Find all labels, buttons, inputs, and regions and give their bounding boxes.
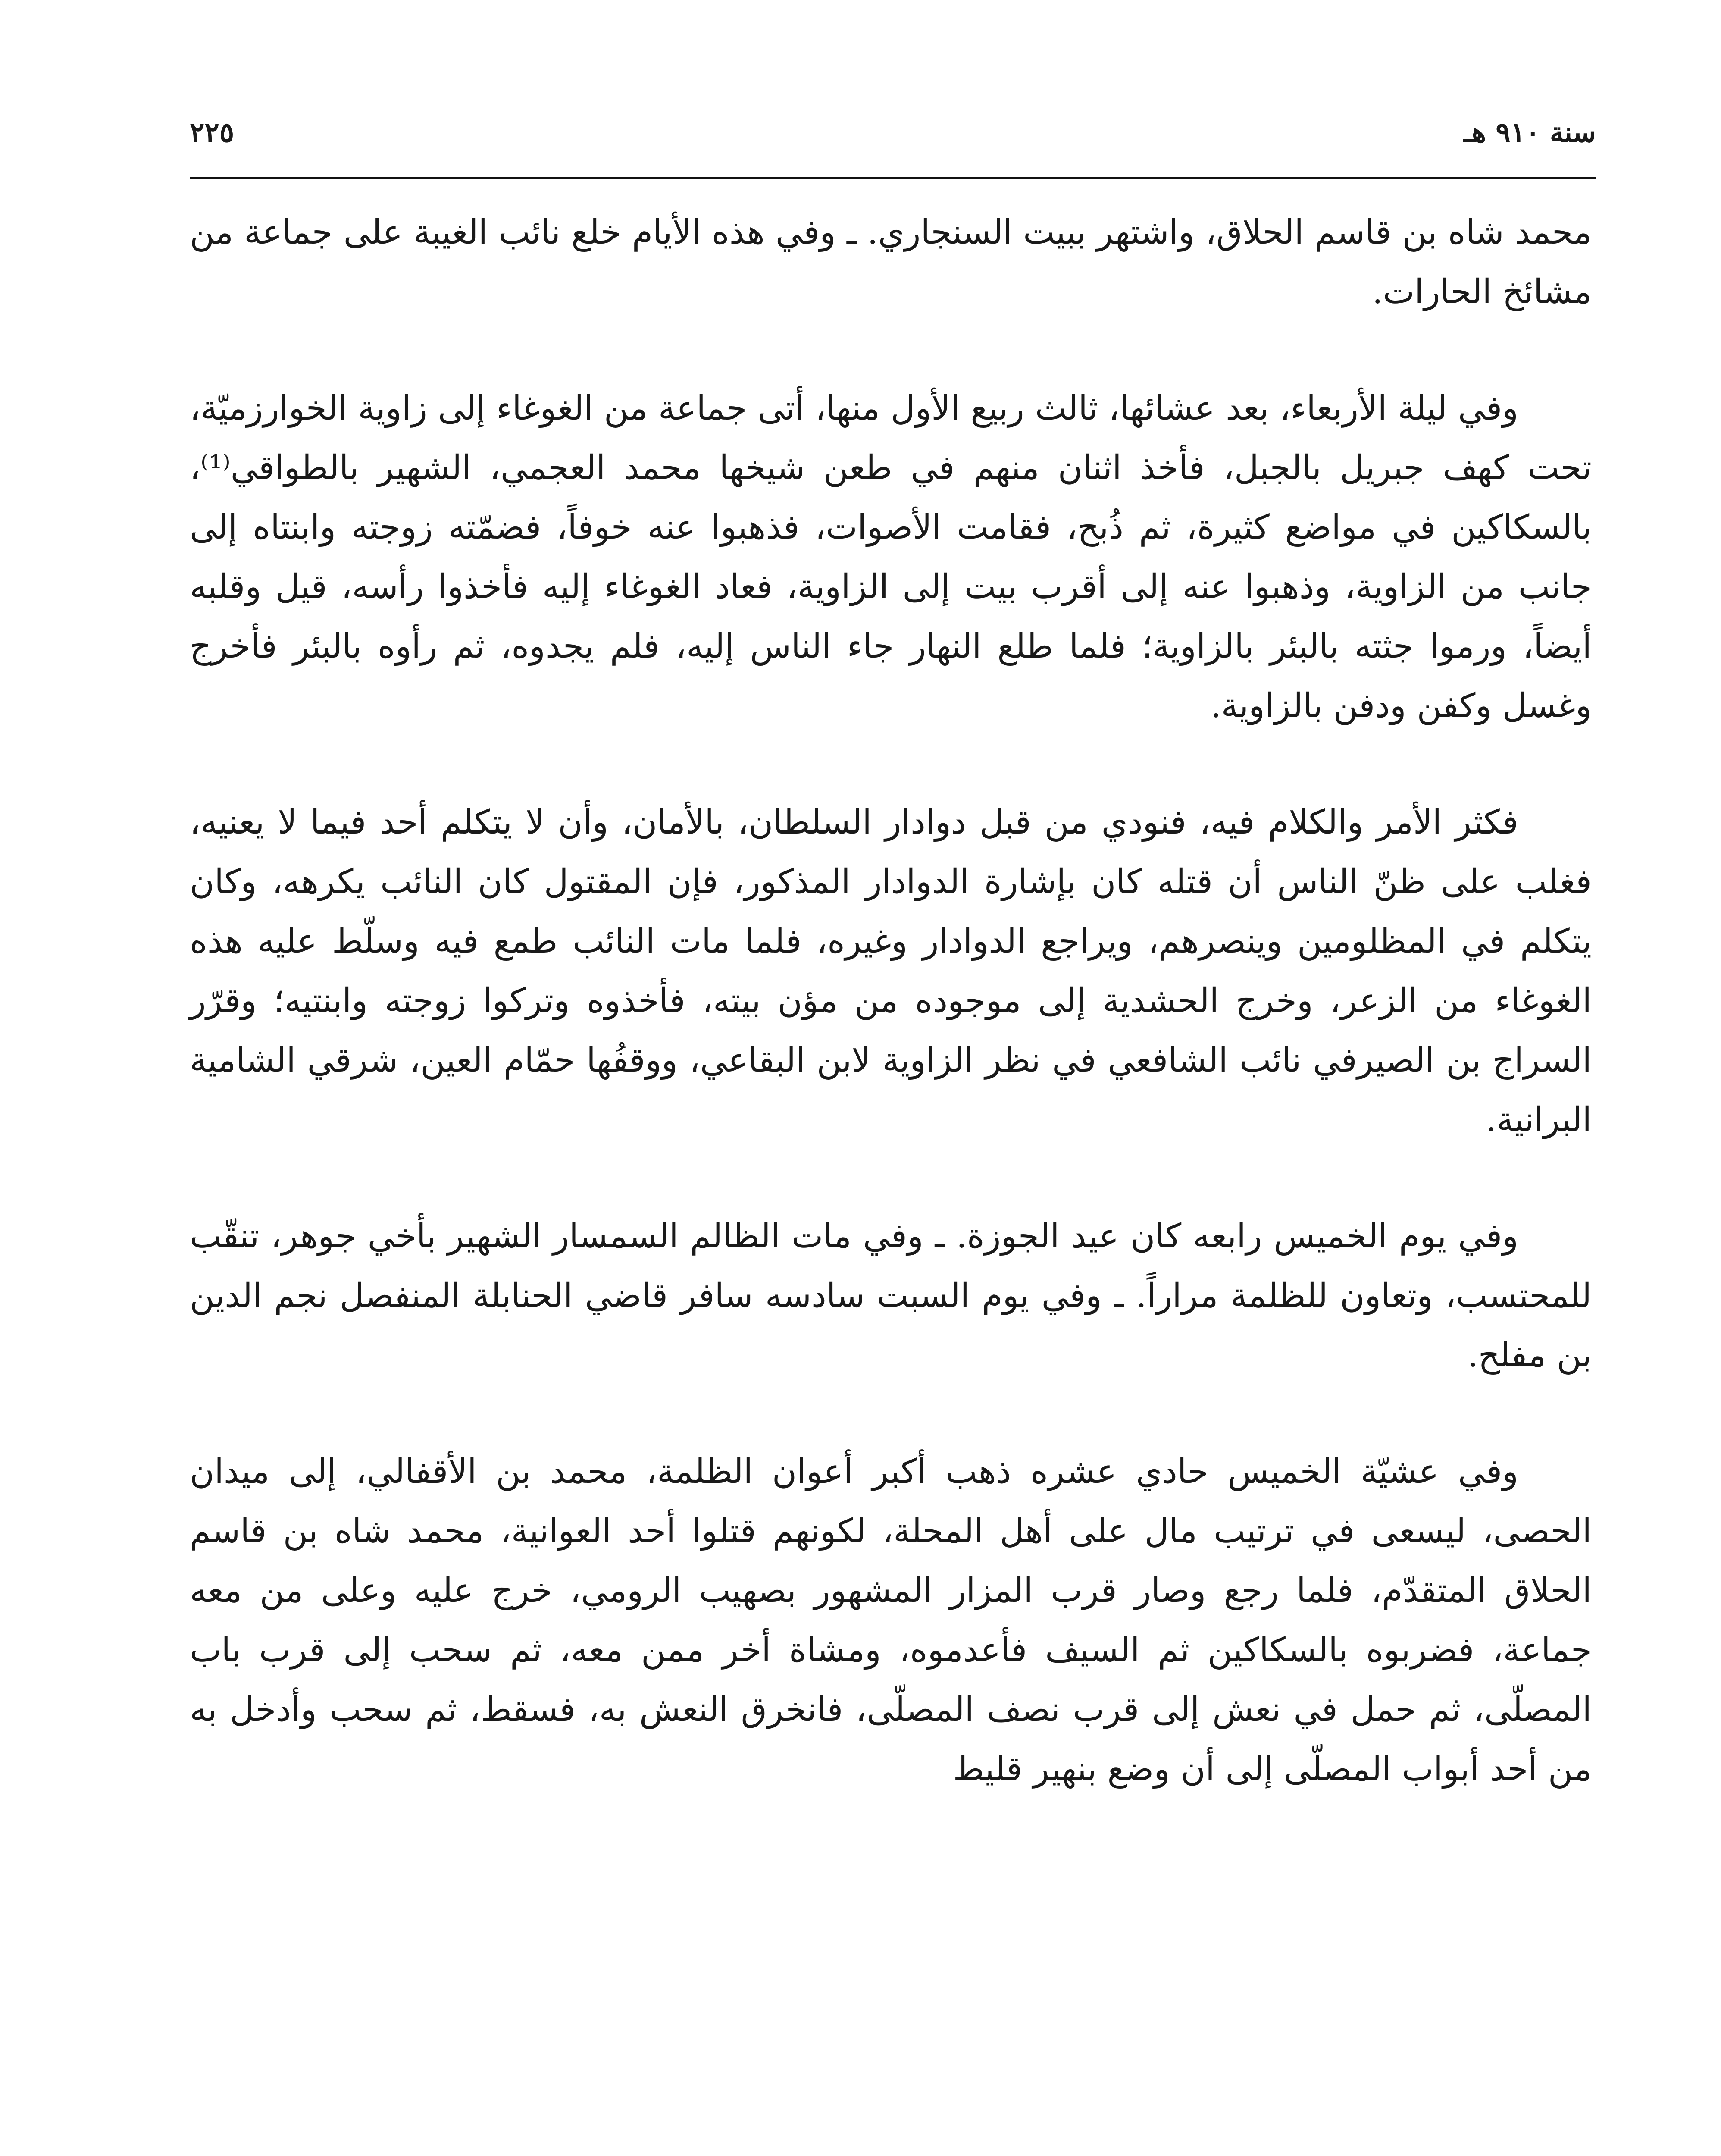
paragraph-2: وفي ليلة الأربعاء، بعد عشائها، ثالث ربيع الأول منها، أتى جماعة من الغوغاء إلى زاوية الخوارزميّة، تحت كهف جبريل بالجبل، فأخذ اثنان منهم في طعن شيخها محمد العجمي، الشهير بالطواقي⁽¹⁾، بالسكاكين في مواضع كثيرة، ثم ذُبح، فقامت الأصوات، فذهبوا عنه خوفاً، فضمّته زوجته وابنتاه إلى جانب من الزاوية، وذهبوا عنه إلى أقرب بيت إلى الزاوية، فعاد الغوغاء إليه فأخذوا رأسه، قيل وقلبه أيضاً، ورموا جثته بالبئر بالزاوية؛ فلما طلع النهار جاء الناس إليه، فلم يجدوه، ثم رأوه بالبئر فأخرج وغسل وكفن ودفن بالزاوية.: [190, 389, 1592, 725]
running-head-year: سنة ٩١٠ هـ: [1463, 116, 1596, 149]
paragraph-1: محمد شاه بن قاسم الحلاق، واشتهر ببيت السنجاري. ـ وفي هذه الأيام خلع نائب الغيبة على جماعة من مشائخ الحارات.: [190, 213, 1592, 311]
header-rule: [190, 177, 1596, 179]
paragraph-5: وفي عشيّة الخميس حادي عشره ذهب أكبر أعوان الظلمة، محمد بن الأقفالي، إلى ميدان الحصى، ليسعى في ترتيب مال على أهل المحلة، لكونهم قتلوا أحد العوانية، محمد شاه بن قاسم الحلاق المتقدّم، فلما رجع وصار قرب المزار المشهور بصهيب الرومي، خرج عليه وعلى من معه جماعة، فضربوه بالسكاكين ثم السيف فأعدموه، ومشاة أخر ممن معه، ثم سحب إلى قرب باب المصلّى، ثم حمل في نعش إلى قرب نصف المصلّى، فانخرق النعش به، فسقط، ثم سحب وأدخل به من أحد أبواب المصلّى إلى أن وضع بنهير قليط: [190, 1452, 1592, 1789]
running-head: [190, 108, 1596, 172]
paragraph-3: فكثر الأمر والكلام فيه، فنودي من قبل دوادار السلطان، بالأمان، وأن لا يتكلم أحد فيما لا يعنيه، فغلب على ظنّ الناس أن قتله كان بإشارة الدوادار المذكور، فإن المقتول كان النائب يكرهه، وكان يتكلم في المظلومين وينصرهم، ويراجع الدوادار وغيره، فلما مات النائب طمع فيه وسلّط عليه هذه الغوغاء من الزعر، وخرج الحشدية إلى موجوده من مؤن بيته، فأخذوه وتركوا زوجته وابنتيه؛ وقرّر السراج بن الصيرفي نائب الشافعي في نظر الزاوية لابن البقاعي، ووقفُها حمّام العين، شرقي الشامية البرانية.: [190, 803, 1592, 1139]
body-text: [190, 203, 1592, 1799]
paragraph-4: وفي يوم الخميس رابعه كان عيد الجوزة. ـ وفي مات الظالم السمسار الشهير بأخي جوهر، تنقّب للمحتسب، وتعاون للظلمة مراراً. ـ وفي يوم السبت سادسه سافر قاضي الحنابلة المنفصل نجم الدين بن مفلح.: [190, 1217, 1592, 1375]
page-number: ٢٢٥: [190, 116, 235, 149]
